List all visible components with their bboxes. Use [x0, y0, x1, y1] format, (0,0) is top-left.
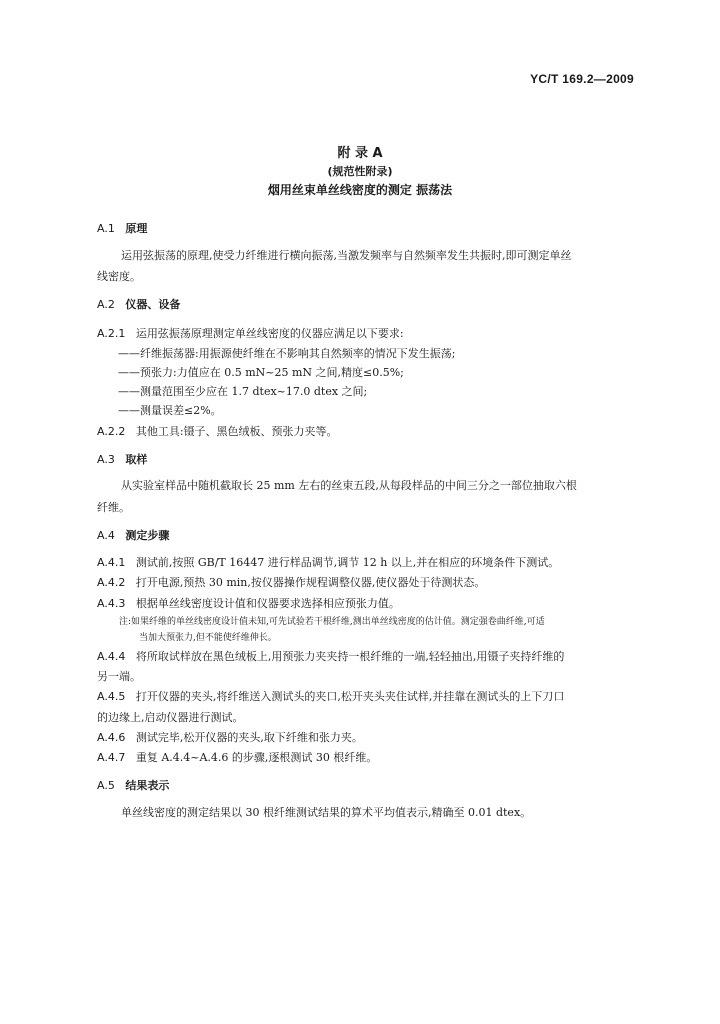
standard-code: YC/T 169.2—2009 — [530, 72, 634, 86]
paragraph-line: 从实验室样品中随机截取长 25 mm 左右的丝束五段,从每段样品的中间三分之一部位抽取六根 — [121, 479, 577, 492]
clause-text: 根据单丝线密度设计值和仪器要求选择相应预张力值。 — [135, 597, 400, 610]
clause-number: A.4.3 — [97, 597, 126, 610]
section-a5-heading — [97, 779, 169, 793]
paragraph-line: 运用弦振荡的原理,使受力纤维进行横向振荡,当激发频率与自然频率发生共振时,即可测定单丝 — [121, 249, 572, 262]
section-title: 仪器、设备 — [125, 298, 181, 311]
clause-number: A.2.2 — [97, 425, 126, 438]
paragraph-line: 另一端。 — [97, 670, 141, 683]
section-title: 测定步骤 — [125, 529, 170, 542]
clause-a47 — [97, 751, 377, 765]
section-number: A.2 — [97, 298, 115, 311]
clause-text: 测试完毕,松开仪器的夹头,取下纤维和张力夹。 — [135, 731, 363, 744]
paragraph-line: 单丝线密度的测定结果以 30 根纤维测试结果的算术平均值表示,精确至 0.01 dtex。 — [121, 806, 532, 819]
section-number: A.3 — [97, 453, 115, 466]
clause-number: A.4.4 — [97, 650, 126, 663]
section-a4-heading — [97, 529, 169, 543]
clause-text: 重复 A.4.4~A.4.6 的步骤,逐根测试 30 根纤维。 — [135, 751, 378, 764]
annex-label: 附 录 A — [337, 146, 383, 161]
clause-number: A.4.7 — [97, 751, 126, 764]
clause-a44 — [97, 650, 564, 664]
section-number: A.4 — [97, 529, 115, 542]
clause-a43 — [97, 597, 400, 611]
clause-number: A.4.6 — [97, 731, 126, 744]
section-number: A.5 — [97, 779, 115, 792]
clause-number: A.2.1 — [97, 327, 126, 340]
paragraph-line: 的边缘上,启动仪器进行测试。 — [97, 711, 244, 724]
list-item: ——测量误差≤2%。 — [118, 404, 222, 417]
section-number: A.1 — [97, 222, 115, 235]
annex-type: (规范性附录) — [327, 165, 393, 178]
note-line: 注:如果纤维的单丝线密度设计值未知,可先试验若干根纤维,测出单丝线密度的估计值。测定强卷曲纤维,可适 — [119, 617, 545, 627]
clause-number: A.4.2 — [97, 576, 126, 589]
clause-a45 — [97, 690, 564, 704]
clause-a21 — [97, 327, 404, 341]
section-title: 结果表示 — [125, 779, 170, 792]
clause-a42 — [97, 576, 485, 590]
annex-title: 烟用丝束单丝线密度的测定 振荡法 — [267, 183, 453, 197]
paragraph-line: 纤维。 — [97, 501, 130, 514]
clause-number: A.4.1 — [97, 556, 126, 569]
clause-a22 — [97, 425, 338, 439]
clause-a46 — [97, 731, 363, 745]
note-line: 当加大预张力,但不能使纤维伸长。 — [139, 633, 277, 643]
list-item: ——纤维振荡器:用振源使纤维在不影响其自然频率的情况下发生振荡; — [118, 347, 456, 360]
clause-a41 — [97, 556, 559, 570]
clause-text: 其他工具:镊子、黑色绒板、预张力夹等。 — [135, 425, 338, 438]
list-item: ——预张力:力值应在 0.5 mN~25 mN 之间,精度≤0.5%; — [118, 366, 404, 379]
clause-text: 打开电源,预热 30 min,按仪器操作规程调整仪器,使仪器处于待测状态。 — [135, 576, 486, 589]
section-title: 取样 — [125, 453, 148, 466]
section-a3-heading — [97, 453, 147, 467]
section-a2-heading — [97, 298, 180, 312]
list-item: ——测量范围至少应在 1.7 dtex~17.0 dtex 之间; — [118, 385, 368, 398]
section-title: 原理 — [125, 222, 148, 235]
clause-text: 测试前,按照 GB/T 16447 进行样品调节,调节 12 h 以上,并在相应的环境条件下测试。 — [135, 556, 560, 569]
paragraph-line: 线密度。 — [97, 270, 141, 283]
clause-text: 打开仪器的夹头,将纤维送入测试头的夹口,松开夹头夹住试样,并挂靠在测试头的上下刀口 — [135, 690, 565, 703]
clause-number: A.4.5 — [97, 690, 126, 703]
clause-text: 运用弦振荡原理测定单丝线密度的仪器应满足以下要求: — [135, 327, 404, 340]
clause-text: 将所取试样放在黑色绒板上,用预张力夹夹持一根纤维的一端,轻轻抽出,用镊子夹持纤维的 — [135, 650, 565, 663]
section-a1-heading — [97, 222, 147, 236]
